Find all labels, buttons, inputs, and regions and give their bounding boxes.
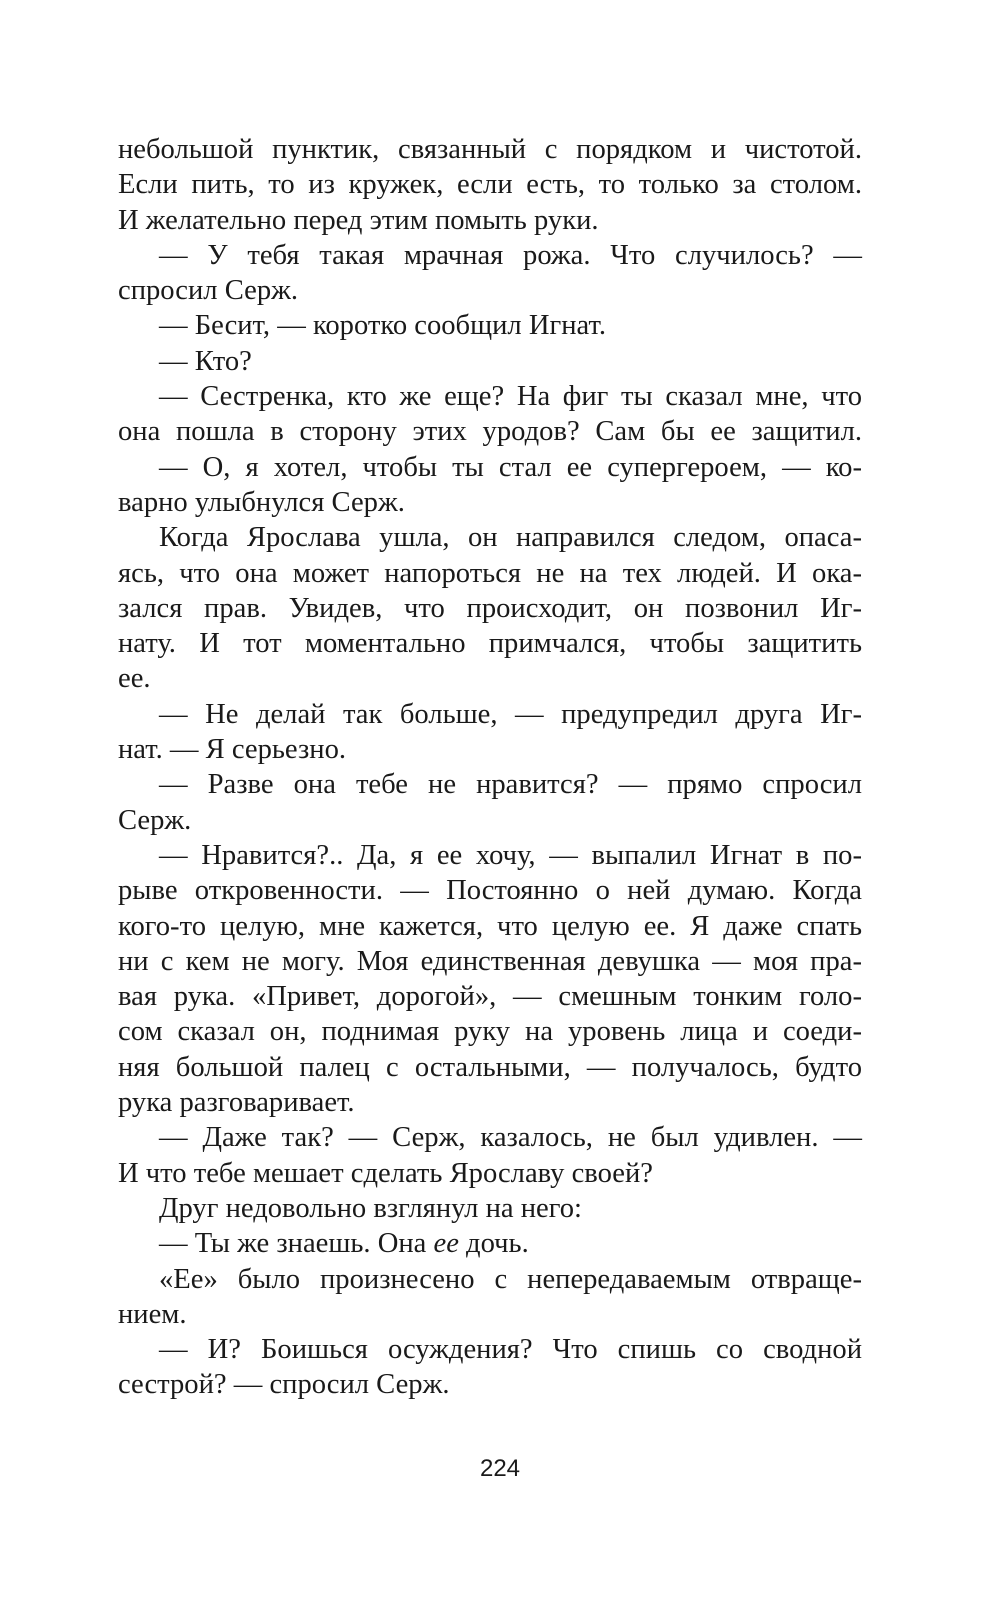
text-line: нием. <box>118 1298 187 1330</box>
text-line: — Не делай так больше, — предупредил друга Иг- <box>159 698 862 730</box>
text-line: она пошла в сторону этих уродов? Сам бы ее защитил. <box>118 416 862 448</box>
text-line: И желательно перед этим помыть руки. <box>118 204 599 236</box>
text-line: — О, я хотел, чтобы ты стал ее супергероем, — ко- <box>159 451 862 483</box>
text-line: — Сестренка, кто же еще? На фиг ты сказал мне, что <box>159 381 862 413</box>
text-line: — Ты же знаешь. Она ее дочь. <box>159 1228 529 1260</box>
text-line: варно улыбнулся Серж. <box>118 486 405 518</box>
text-line: И что тебе мешает сделать Ярославу своей? <box>118 1157 653 1189</box>
text-line: рыве откровенности. — Постоянно о ней думаю. Когда <box>118 875 862 907</box>
text-line: — Бесит, — коротко сообщил Игнат. <box>159 310 606 342</box>
text-line: — Нравится?.. Да, я ее хочу, — выпалил Игнат в по- <box>159 839 862 871</box>
emphasis: ее <box>433 1228 459 1260</box>
text-line: небольшой пунктик, связанный с порядком и чистотой. <box>118 134 862 165</box>
text-line: нату. И тот моментально примчался, чтобы защитить <box>118 628 862 660</box>
text-line: «Ее» было произнесено с непередаваемым отвраще- <box>159 1263 862 1295</box>
text-line: Когда Ярослава ушла, он направился следом, опаса- <box>159 522 862 554</box>
text-line: спросил Серж. <box>118 275 299 307</box>
text-line: Друг недовольно взглянул на него: <box>159 1192 582 1224</box>
page-number: 224 <box>479 1455 521 1482</box>
text-line: Серж. <box>118 804 192 836</box>
text-line: Если пить, то из кружек, если есть, то только за столом. <box>118 169 862 201</box>
text-line: — Кто? <box>159 345 252 377</box>
text-line: — Разве она тебе не нравится? — прямо спросил <box>159 769 862 801</box>
text-line: — У тебя такая мрачная рожа. Что случилось? — <box>159 239 862 271</box>
text-line: няя большой палец с остальными, — получалось, будто <box>118 1051 862 1083</box>
text-line: рука разговаривает. <box>118 1087 355 1119</box>
text-line: ясь, что она может напороться не на тех людей. И ока- <box>118 557 862 589</box>
text-line: — И? Боишься осуждения? Что спишь со сводной <box>159 1334 862 1366</box>
text-line: кого-то целую, мне кажется, что целую ее. Я даже спать <box>118 910 862 942</box>
text-line: ее. <box>118 663 151 695</box>
text-line: вая рука. «Привет, дорогой», — смешным тонким голо- <box>118 981 862 1013</box>
page-text <box>118 132 862 1403</box>
text-line: нат. — Я серьезно. <box>118 734 347 766</box>
text-line: — Даже так? — Серж, казалось, не был удивлен. — <box>159 1122 862 1154</box>
text-line: зался прав. Увидев, что происходит, он позвонил Иг- <box>118 592 862 624</box>
text-line: сестрой? — спросил Серж. <box>118 1369 450 1401</box>
text-line: сом сказал он, поднимая руку на уровень лица и соеди- <box>118 1016 862 1048</box>
text-line: ни с кем не могу. Моя единственная девушка — моя пра- <box>118 945 862 977</box>
